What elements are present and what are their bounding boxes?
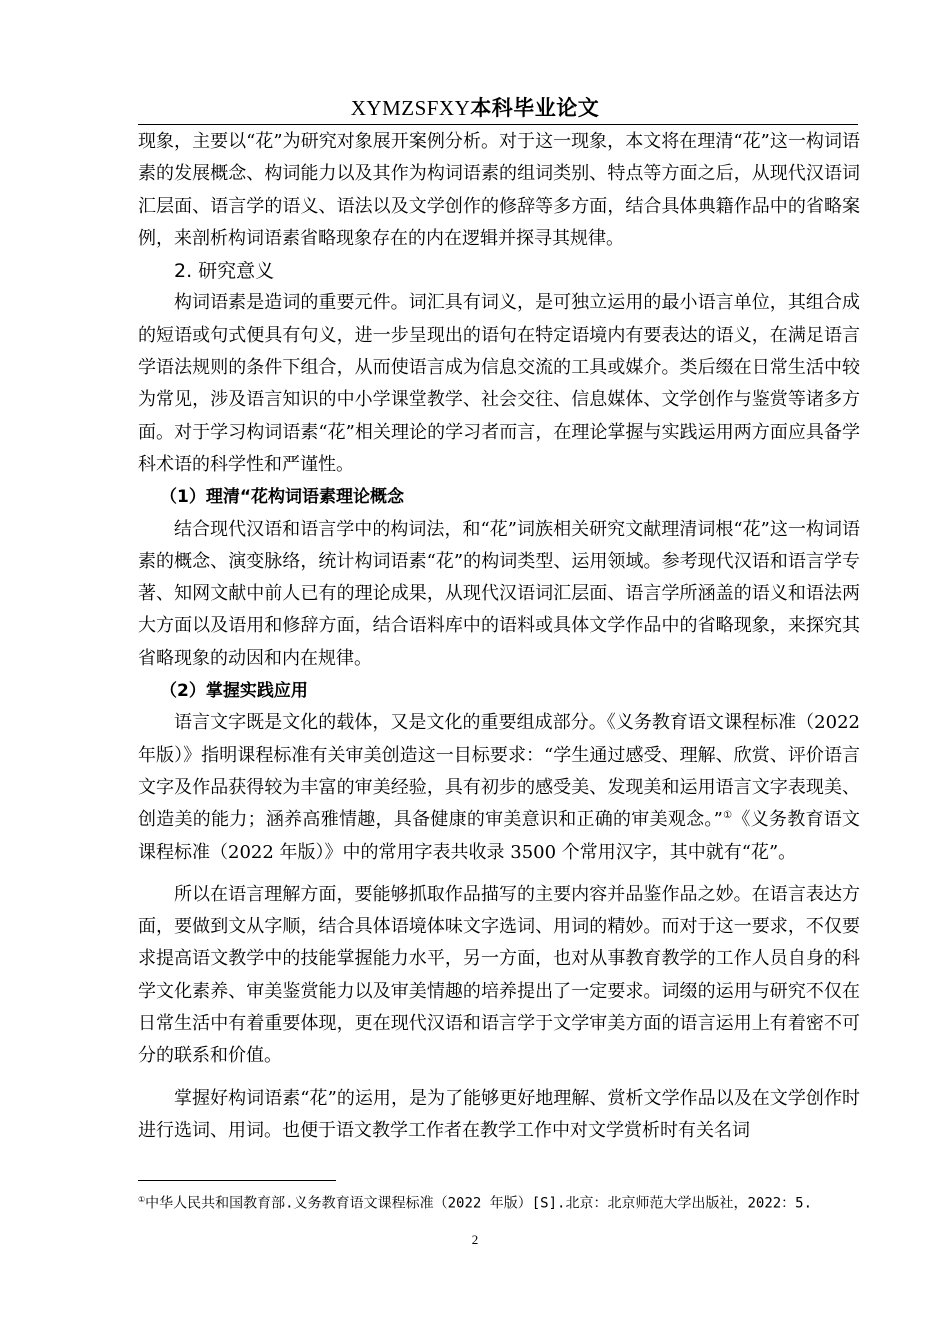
footnote-text: 中华人民共和国教育部.义务教育语文课程标准（2022 年版）[S].北京：北京师范大学出版社，2022：5. [145,1195,813,1212]
paragraph-gap [138,869,860,879]
subheading-theory: （1）理清“花构词语素理论概念 [160,487,405,508]
paragraph-intro-continuation: 现象，主要以“花”为研究对象展开案例分析。对于这一现象，本文将在理清“花”这一构词语素的发展概念、构词能力以及其作为构词语素的组词类别、特点等方面之后，从现代汉语词汇层面、语言学的语义、语法以及文学创作的修辞等多方面，结合具体典籍作品中的省略案例，来剖析构词语素省略现象存在的内在逻辑并探寻其规律。 [138,131,860,249]
page-number: 2 [471,1232,479,1247]
paragraph-gap [138,1073,860,1083]
header-rule [138,124,858,125]
paragraph-morpheme: 构词语素是造词的重要元件。词汇具有词义，是可独立运用的最小语言单位，其组合成的短语或句式便具有句义，进一步呈现出的语句在特定语境内有要表达的语义，在满足语言学语法规则的条件下组合，从而使语言成为信息交流的工具或媒介。类后缀在日常生活中较为常见，涉及语言知识的中小学课堂教学、社会交往、信息媒体、文学创作与鉴赏等诸多方面。对于学习构词语素“花”相关理论的学习者而言，在理论掌握与实践运用两方面应具备学科术语的科学性和严谨性。 [138,292,860,475]
footnote-rule [138,1180,336,1181]
page-body [138,126,860,1147]
section-heading-research-significance: 2. 研究意义 [174,260,275,283]
header-title: 本科毕业论文 [470,96,600,120]
running-header [0,95,950,121]
paragraph-curriculum [138,707,860,868]
footnote [138,1189,860,1215]
header-code: XYMZSFXY [350,96,471,120]
paragraph-curriculum-part-1: 语言文字既是文化的载体，又是文化的重要组成部分。《义务教育语文课程标准（2022 年版）》指明课程标准有关审美创造这一目标要求：“学生通过感受、理解、欣赏、评价语言文字及作品获得较为丰富的审美经验，具有初步的感受美、发现美和运用语言文字表现美、创造美的能力；涵养高雅情趣，具备健康的审美意识和正确的审美观念。” [138,712,860,831]
footnote-reference[interactable]: ① [722,810,733,822]
paragraph-curriculum-part-2: 《义务教育语文课程标准（2022 年版）》中的常用字表共收录 3500 个常用汉字，其中就有“花”。 [138,809,861,863]
paragraph-mastery: 掌握好构词语素“花”的运用，是为了能够更好地理解、赏析文学作品以及在文学创作时进行选词、用词。也便于语文教学工作者在教学工作中对文学赏析时有关名词 [138,1087,860,1141]
footnote-mark: ① [138,1195,146,1204]
subheading-practice: （2）掌握实践应用 [160,681,308,702]
paragraph-theory: 结合现代汉语和语言学中的构词法，和“花”词族相关研究文献理清词根“花”这一构词语素的概念、演变脉络，统计构词语素“花”的构词类型、运用领域。参考现代汉语和语言学专著、知网文献中前人已有的理论成果，从现代汉语词汇层面、语言学所涵盖的语义和语法两大方面以及语用和修辞方面，结合语料库中的语料或具体文学作品中的省略现象，来探究其省略现象的动因和内在规律。 [138,518,860,669]
paragraph-language-understanding: 所以在语言理解方面，要能够抓取作品描写的主要内容并品鉴作品之妙。在语言表达方面，要做到文从字顺，结合具体语境体味文字选词、用词的精妙。而对于这一要求，不仅要求提高语文教学中的技能掌握能力水平，另一方面，也对从事教育教学的工作人员自身的科学文化素养、审美鉴赏能力以及审美情趣的培养提出了一定要求。词缀的运用与研究不仅在日常生活中有着重要体现，更在现代汉语和语言学于文学审美方面的语言运用上有着密不可分的联系和价值。 [138,883,860,1067]
